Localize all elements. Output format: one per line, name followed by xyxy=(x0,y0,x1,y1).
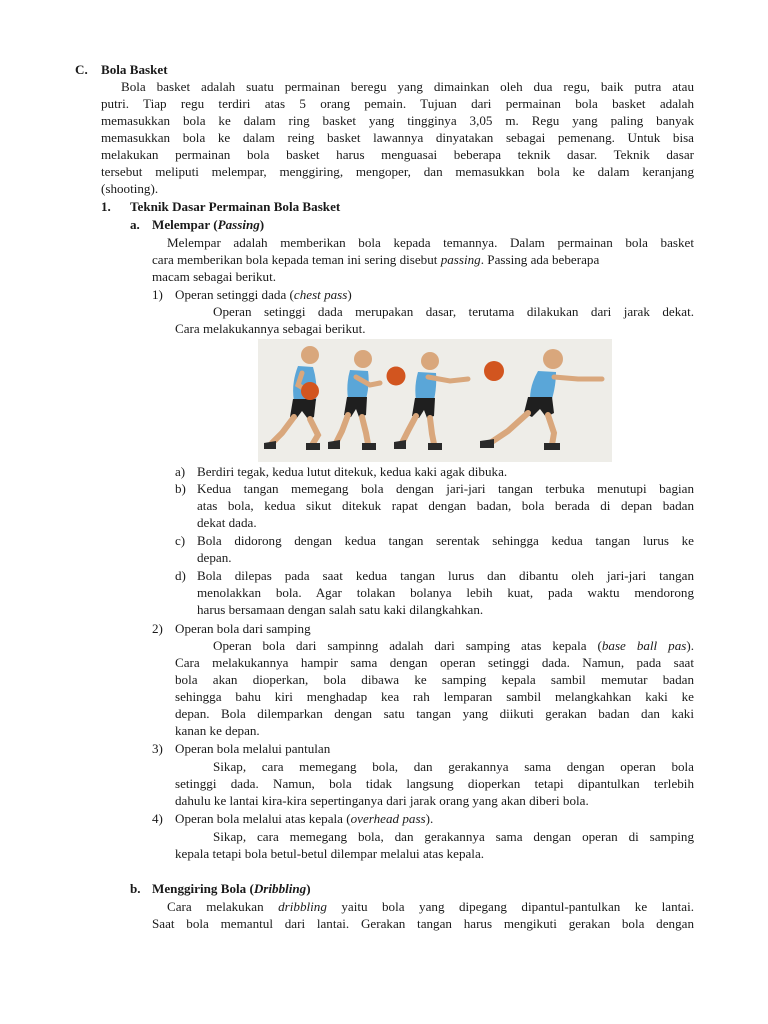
pass-2-line-1: Operan bola dari sampinng adalah dari samping atas kepala (base ball pas). xyxy=(213,638,694,653)
pass-1-title: Operan setinggi dada (chest pass) xyxy=(175,287,352,302)
pass-4-line-1: Sikap, cara memegang bola, dan gerakannya sama dengan operan di samping xyxy=(213,829,694,844)
pass-2-line-2: Cara melakukannya hampir sama dengan operan setinggi dada. Namun, pada saat xyxy=(175,655,694,670)
step-b-line-3: dekat dada. xyxy=(197,515,257,530)
pass-1-line-2: Cara melakukannya sebagai berikut. xyxy=(175,321,366,336)
step-d-label: d) xyxy=(175,568,186,583)
step-d-line-1: Bola dilepas pada saat kedua tangan lurus dan dibantu oleh jari-jari tangan xyxy=(197,568,694,583)
player-figure-1 xyxy=(264,346,320,450)
step-d-line-2: menolakkan bola. Agar tolakan bolanya lebih kuat, pada waktu mendorong xyxy=(197,585,694,600)
section-letter: C. xyxy=(75,62,88,77)
item-a-para-line-1: Melempar adalah memberikan bola kepada temannya. Dalam permainan bola basket xyxy=(167,235,694,250)
item-b-line-2: Saat bola memantul dari lantai. Gerakan tangan harus mengikuti gerakan bola dengan xyxy=(152,916,694,931)
subsection-title: Teknik Dasar Permainan Bola Basket xyxy=(130,199,341,214)
step-c-label: c) xyxy=(175,533,186,548)
item-b-title: Menggiring Bola (Dribbling) xyxy=(152,881,311,896)
pass-3-title: Operan bola melalui pantulan xyxy=(175,741,331,756)
step-a-line-1: Berdiri tegak, kedua lutut ditekuk, kedua kaki agak dibuka. xyxy=(197,464,508,479)
step-c-line-1: Bola didorong dengan kedua tangan serentak sehingga kedua tangan lurus ke xyxy=(197,533,694,548)
ball-in-flight xyxy=(484,361,504,381)
pass-1-line-1: Operan setinggi dada merupakan dasar, terutama dilakukan dari jarak dekat. xyxy=(213,304,694,319)
item-a-letter: a. xyxy=(130,217,140,232)
item-a-para-line-3: macam sebagai berikut. xyxy=(152,269,276,284)
item-a-title: Melempar (Passing) xyxy=(152,217,265,232)
pass-3-line-1: Sikap, cara memegang bola, dan gerakannya sama dengan operan bola xyxy=(213,759,694,774)
pass-2-line-5: depan. Bola dilemparkan dengan satu tangan yang diikuti gerakan badan dan kaki xyxy=(175,706,694,721)
intro-line-6: tersebut meliputi melempar, menggiring, mengoper, dan memasukkan bola ke dalam keranjang xyxy=(101,164,694,179)
intro-line-2: putri. Tiap regu terdiri atas 5 orang pemain. Tujuan dari permainan bola basket adalah xyxy=(101,96,694,111)
pass-1-number: 1) xyxy=(152,287,163,302)
intro-line-3: memasukkan bola ke dalam ring basket yang tingginya 3,05 m. Regu yang paling banyak xyxy=(101,113,694,128)
pass-2-line-3: bola akan dioperkan, bola dibawa ke samping kepala sambil memutar badan xyxy=(175,672,694,687)
pass-2-line-4: sehingga bahu kiri menghadap kea rah lemparan sambil melangkahkan kaki ke xyxy=(175,689,694,704)
intro-line-5: melakukan permainan bola basket harus menguasai beberapa teknik dasar. Teknik dasar xyxy=(101,147,694,162)
item-a-para-line-2: cara memberikan bola kepada teman ini sering disebut passing. Passing ada beberapa xyxy=(152,252,600,267)
pass-3-number: 3) xyxy=(152,741,163,756)
player-figure-2 xyxy=(328,350,406,450)
pass-4-number: 4) xyxy=(152,811,163,826)
pass-2-line-6: kanan ke depan. xyxy=(175,723,260,738)
intro-line-1: Bola basket adalah suatu permainan beregu yang dimainkan oleh dua regu, baik putra atau xyxy=(121,79,694,94)
intro-line-4: memasukkan bola ke dalam reing basket lawannya dinyatakan sebagai pemenang. Untuk bisa xyxy=(101,130,694,145)
item-b-line-1: Cara melakukan dribbling yaitu bola yang dipegang dipantul-pantulkan ke lantai. xyxy=(167,899,695,914)
step-c-line-2: depan. xyxy=(197,550,232,565)
step-a-label: a) xyxy=(175,464,186,479)
section-title: Bola Basket xyxy=(101,62,168,77)
step-b-label: b) xyxy=(175,481,186,496)
pass-2-title: Operan bola dari samping xyxy=(175,621,311,636)
pass-4-title: Operan bola melalui atas kepala (overhead pass). xyxy=(175,811,434,826)
pass-4-line-2: kepala tetapi bola betul-betul dilempar melalui atas kepala. xyxy=(175,846,485,861)
step-d-line-3: harus bersamaan dengan salah satu kaki dilangkahkan. xyxy=(197,602,484,617)
player-figure-3 xyxy=(394,352,468,450)
pass-3-line-3: dahulu ke lantai kira-kira sepertinganya dari jarak orang yang akan diberi bola. xyxy=(175,793,589,808)
pass-3-line-2: setinggi dada. Namun, bola tidak langsung dioperkan tetapi dipantulkan terlebih xyxy=(175,776,694,791)
pass-2-number: 2) xyxy=(152,621,163,636)
chest-pass-sequence-svg xyxy=(258,339,612,462)
step-b-line-2: atas bola, kedua sikut ditekuk rapat dengan badan, bola berada di depan badan xyxy=(197,498,694,513)
intro-line-7: (shooting). xyxy=(101,181,159,196)
subsection-number: 1. xyxy=(101,199,111,214)
chest-pass-illustration xyxy=(258,339,612,462)
item-b-letter: b. xyxy=(130,881,141,896)
step-b-line-1: Kedua tangan memegang bola dengan jari-jari tangan terbuka menutupi bagian xyxy=(197,481,694,496)
